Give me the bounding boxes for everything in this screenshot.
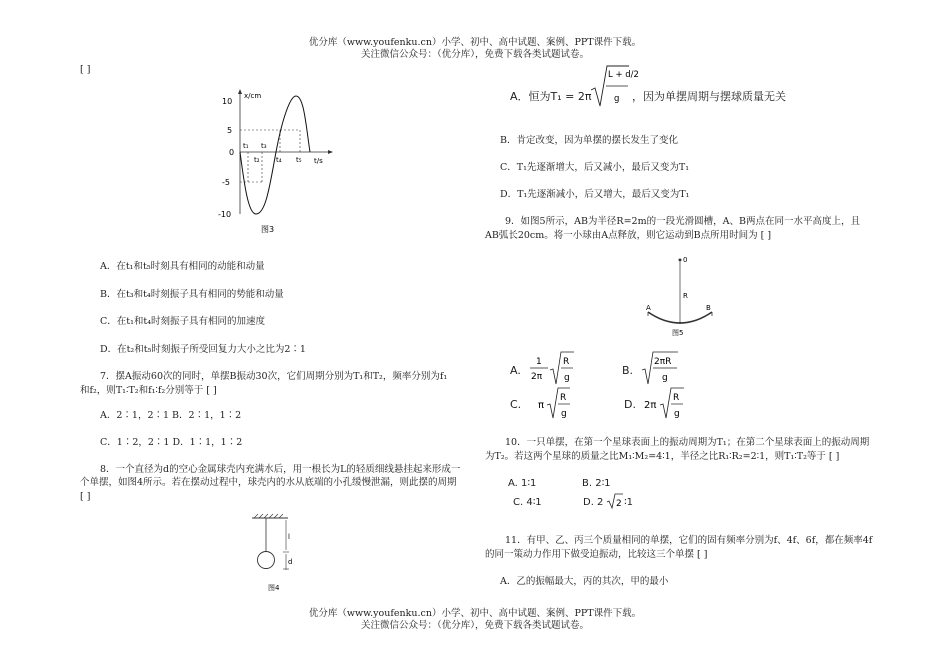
- question-bracket: [ ]: [80, 64, 91, 75]
- q9-option-a-formula: [528, 350, 576, 388]
- q10-line-2: 为T₂。若这两个星球的质量之比M₁∶M₂=4∶1，半径之比R₁∶R₂=2∶1，则T₁∶T₂等于 [ ]: [485, 451, 840, 462]
- header-line-1: 优分库（www.youfenku.cn）小学、初中、高中试题、案例、PPT课件下载。: [308, 37, 642, 48]
- q10-option-d-suffix: ∶1: [624, 497, 633, 508]
- t2-label: t₂: [254, 156, 260, 164]
- q9-option-d-label: D.: [624, 398, 636, 411]
- q10-option-a: A. 1∶1: [508, 478, 537, 489]
- q10-option-c: C. 4∶1: [513, 497, 542, 508]
- q9-option-d-formula: [644, 386, 686, 422]
- y-tick-10: 10: [222, 97, 233, 106]
- q9a-coef-den: 2π: [531, 372, 543, 382]
- fig5-label-o: 0: [683, 256, 688, 264]
- fig4-label-l: l: [288, 533, 290, 541]
- q9a-rad-den: g: [564, 373, 570, 383]
- q8a-denominator: g: [614, 94, 620, 104]
- q9d-coef: 2π: [644, 400, 657, 411]
- t1-label: t₁: [243, 142, 249, 150]
- q9d-rad-num: R: [673, 393, 680, 403]
- figure-3-caption: 图3: [261, 225, 275, 234]
- q8-option-b: B．肯定改变，因为单摆的摆长发生了变化: [500, 135, 678, 146]
- q10-option-b: B. 2∶1: [582, 478, 611, 489]
- figure-5-caption: 图5: [672, 329, 684, 337]
- x-axis-label: t/s: [314, 157, 323, 165]
- q9-line-2: AB弧长20cm。将一小球由A点释放，则它运动到B点所用时间为 [ ]: [485, 230, 772, 241]
- q9a-rad-num: R: [563, 357, 570, 367]
- q8-option-a-radical: [590, 64, 639, 110]
- q9-option-c-formula: [538, 386, 572, 422]
- q9-option-c-label: C.: [510, 398, 522, 411]
- figure-3-oscillation-graph: [218, 86, 338, 236]
- q9b-rad-num: 2πR: [654, 357, 672, 367]
- q8-line-3: [ ]: [80, 491, 91, 502]
- q8-option-c: C．T₁先逐渐增大，后又减小，最后又变为T₁: [500, 162, 690, 173]
- q6-option-c: C．在t₁和t₄时刻振子具有相同的加速度: [100, 316, 266, 327]
- t5-label: t₅: [296, 156, 302, 164]
- q6-option-d: D．在t₂和t₅时刻振子所受回复力大小之比为2∶1: [100, 344, 306, 355]
- q8-option-a-prefix: A．恒为T₁ = 2π: [510, 90, 592, 103]
- q8-option-d: D．T₁先逐渐减小，后又增大，最后又变为T₁: [500, 189, 690, 200]
- figure-4-pendulum: [248, 512, 308, 594]
- q10d-rad: 2: [616, 499, 622, 509]
- q9c-rad-den: g: [561, 409, 567, 419]
- q9b-rad-den: g: [662, 373, 668, 383]
- q8a-numerator: L + d/2: [608, 70, 639, 80]
- q9-option-a-label: A.: [510, 364, 521, 377]
- t3-label: t₃: [261, 142, 267, 150]
- fig4-label-d: d: [288, 558, 293, 566]
- q10-option-d-radical: [606, 492, 624, 510]
- q8-line-1: 8．一个直径为d的空心金属球壳内充满水后，用一根长为L的轻质细线悬挂起来形成一: [100, 464, 461, 475]
- q11-line-2: 的同一策动力作用下做受迫振动，比较这三个单摆 [ ]: [485, 549, 708, 560]
- fig5-label-r: R: [683, 292, 688, 300]
- q7-line-2: 和f₂，则T₁∶T₂和f₁∶f₂分别等于 [ ]: [80, 385, 217, 396]
- q11-line-1: 11．有甲、乙、丙三个质量相同的单摆，它们的固有频率分别为f、4f、6f，都在频率4f: [505, 535, 873, 546]
- q9-line-1: 9．如图5所示，AB为半径R=2m的一段光滑圆槽，A、B两点在同一水平高度上，且: [505, 216, 860, 227]
- q11-option-a: A．乙的振幅最大，丙的其次，甲的最小: [500, 576, 669, 587]
- q9-option-b-formula: [640, 350, 680, 388]
- figure-4-caption: 图4: [268, 584, 280, 592]
- t4-label: t₄: [276, 156, 282, 164]
- footer-line-1: 优分库（www.youfenku.cn）小学、初中、高中试题、案例、PPT课件下载。: [308, 608, 642, 619]
- y-tick-neg10: -10: [218, 210, 232, 219]
- y-axis-label: x/cm: [244, 92, 262, 100]
- footer-line-2: 关注微信公众号：（优分库），免费下载各类试题试卷。: [360, 620, 589, 631]
- fig5-label-a: A: [646, 304, 651, 312]
- q9a-coef-num: 1: [536, 357, 542, 367]
- y-tick-neg5: -5: [222, 178, 230, 187]
- y-tick-5: 5: [227, 126, 233, 135]
- q9c-coef: π: [538, 400, 545, 411]
- fig5-label-b: B: [706, 304, 711, 312]
- q10-option-d-prefix: D. 2: [583, 497, 604, 508]
- q7-line-1: 7．摆A振动60次的同时，单摆B振动30次，它们周期分别为T₁和T₂，频率分别为f₁: [100, 371, 448, 382]
- q7-options-ab: A．2∶1，2∶1 B．2∶1，1∶2: [100, 410, 242, 421]
- q9c-rad-num: R: [560, 393, 567, 403]
- q10-line-1: 10．一只单摆，在第一个星球表面上的振动周期为T₁；在第二个星球表面上的振动周期: [505, 437, 870, 448]
- q8-option-a-suffix: ，因为单摆周期与摆球质量无关: [632, 90, 786, 103]
- q6-option-b: B．在t₃和t₄时刻振子具有相同的势能和动量: [100, 289, 284, 300]
- q6-option-a: A．在t₁和t₅时刻具有相同的动能和动量: [100, 261, 265, 272]
- q9-option-b-label: B.: [622, 364, 634, 377]
- header-line-2: 关注微信公众号：（优分库），免费下载各类试题试卷。: [360, 49, 589, 60]
- q7-options-cd: C．1∶2，2∶1 D．1∶1，1∶2: [100, 437, 243, 448]
- figure-5-circular-groove: [640, 252, 720, 340]
- y-tick-0: 0: [229, 148, 235, 157]
- q9d-rad-den: g: [674, 409, 680, 419]
- q8-line-2: 个单摆，如图4所示。若在摆动过程中，球壳内的水从底端的小孔缓慢泄漏，则此摆的周期: [80, 477, 457, 488]
